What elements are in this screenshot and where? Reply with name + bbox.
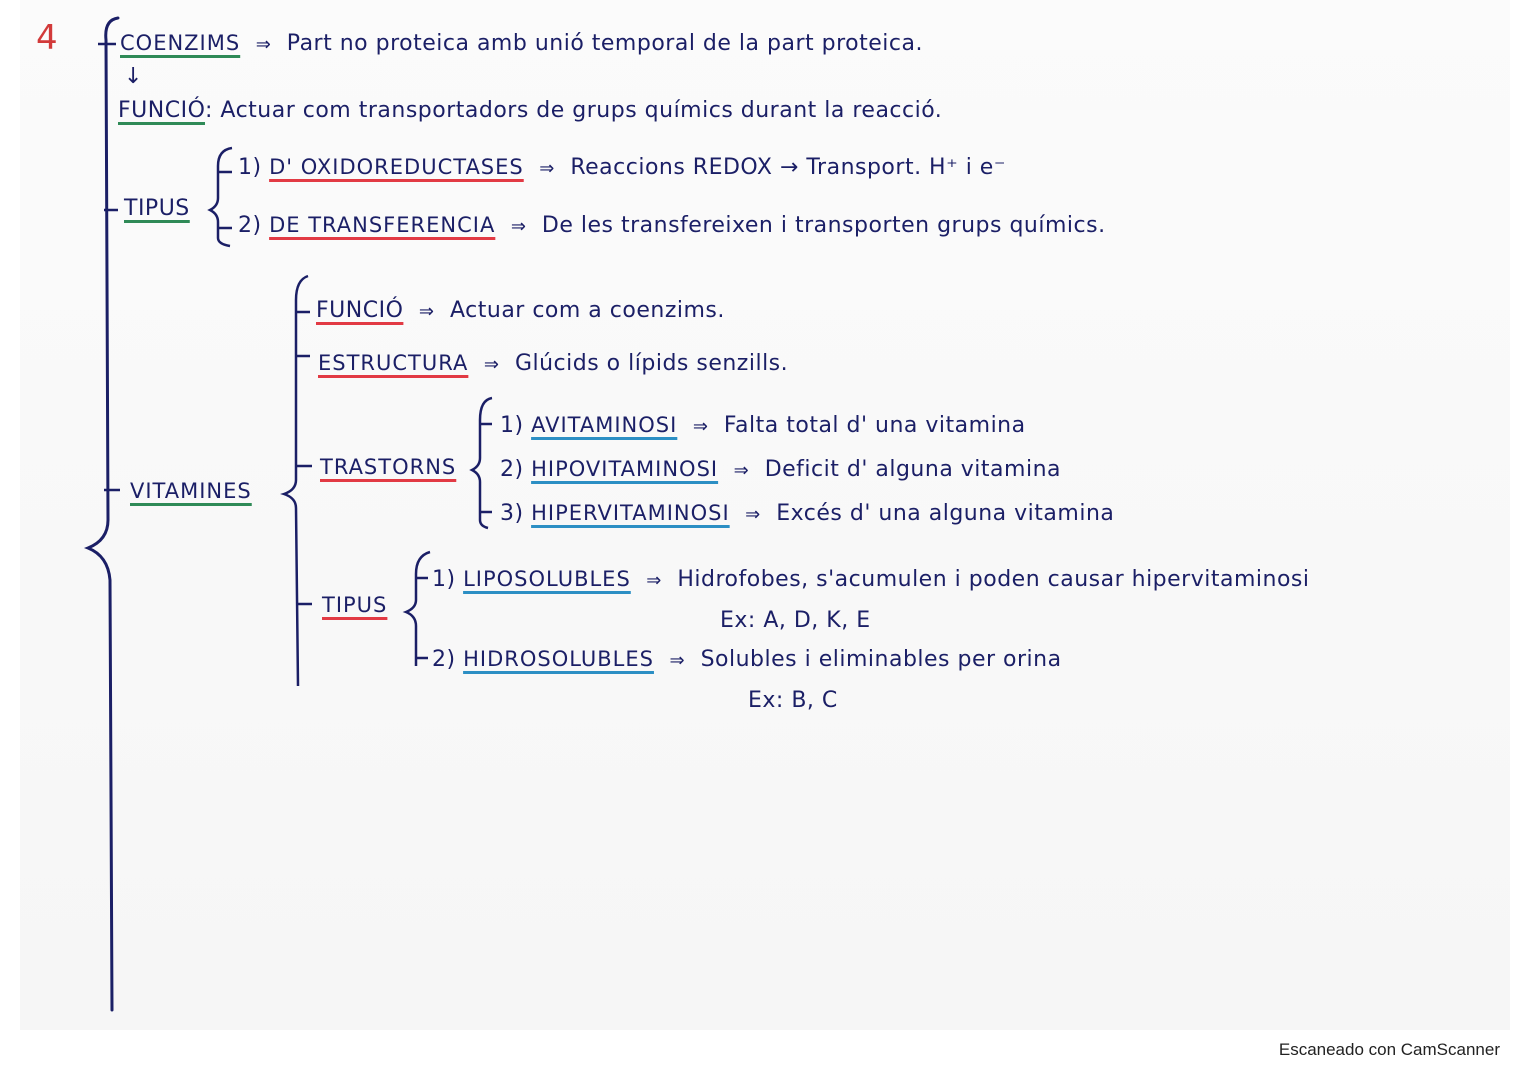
coenzims-definition: Part no proteica amb unió temporal de la part proteica.: [286, 31, 923, 56]
vitamines-estructura-row: ESTRUCTURA ⇒ Glúcids o lípids senzills.: [318, 351, 789, 376]
scanner-watermark: Escaneado con CamScanner: [1278, 1040, 1500, 1059]
arrow-icon: ⇒: [745, 504, 761, 525]
trastorns-label: TRASTORNS: [320, 455, 457, 479]
coenzims-row: [120, 30, 923, 58]
oxidoreductases-label: D' OXIDOREDUCTASES: [269, 155, 524, 179]
vitamines-funcio-row: FUNCIÓ ⇒ Actuar com a coenzims.: [316, 298, 725, 323]
vitamines-estructura-label: ESTRUCTURA: [318, 351, 469, 375]
trastorn-item: 1) AVITAMINOSI ⇒ Falta total d' una vitamina: [500, 413, 1026, 438]
hidrosolubles-example: Ex: B, C: [748, 688, 838, 713]
coenzims-funcio-text: : Actuar com transportadors de grups químics durant la reacció.: [205, 98, 943, 123]
vitamines-heading: VITAMINES: [130, 479, 252, 503]
coenzims-funcio-label: FUNCIÓ: [118, 98, 205, 123]
arrow-icon: ⇒: [483, 354, 500, 375]
arrow-icon: ⇒: [510, 216, 527, 237]
vitamines-tipus-label: TIPUS: [322, 593, 388, 617]
liposolubles-label: LIPOSOLUBLES: [463, 567, 631, 591]
coenzims-heading: COENZIMS: [120, 31, 241, 55]
hidrosolubles-label: HIDROSOLUBLES: [463, 647, 654, 671]
transferencia-label: DE TRANSFERENCIA: [269, 213, 496, 237]
trastorn-item: 2) HIPOVITAMINOSI ⇒ Deficit d' alguna vitamina: [500, 457, 1061, 482]
arrow-icon: ⇒: [692, 416, 709, 437]
arrow-icon: ⇒: [669, 650, 686, 671]
trastorn-item: 3) HIPERVITAMINOSI ⇒ Excés d' una alguna vitamina: [500, 501, 1115, 526]
page-number: 4: [36, 18, 58, 58]
coenzims-tipus-item: 1) D' OXIDOREDUCTASES ⇒ Reaccions REDOX → Transport. H⁺ i e⁻: [238, 155, 1006, 180]
coenzims-funcio-row: [118, 98, 942, 124]
arrow-icon: ⇒: [646, 570, 662, 591]
down-arrow-icon: ↓: [124, 64, 143, 89]
arrow-icon: ⇒: [255, 34, 272, 55]
coenzims-tipus-label: TIPUS: [124, 196, 190, 221]
arrow-icon: ⇒: [418, 301, 435, 322]
arrow-icon: ⇒: [539, 158, 555, 179]
vitamines-funcio-label: FUNCIÓ: [316, 298, 404, 323]
vitamina-tipus-item: 2) HIDROSOLUBLES ⇒ Solubles i eliminables per orina: [432, 647, 1062, 672]
coenzims-tipus-item: 2) DE TRANSFERENCIA ⇒ De les transfereixen i transporten grups químics.: [238, 213, 1106, 238]
vitamina-tipus-item: 1) LIPOSOLUBLES ⇒ Hidrofobes, s'acumulen i poden causar hipervitaminosi: [432, 567, 1310, 592]
arrow-icon: ⇒: [733, 460, 750, 481]
liposolubles-example: Ex: A, D, K, E: [720, 608, 871, 633]
